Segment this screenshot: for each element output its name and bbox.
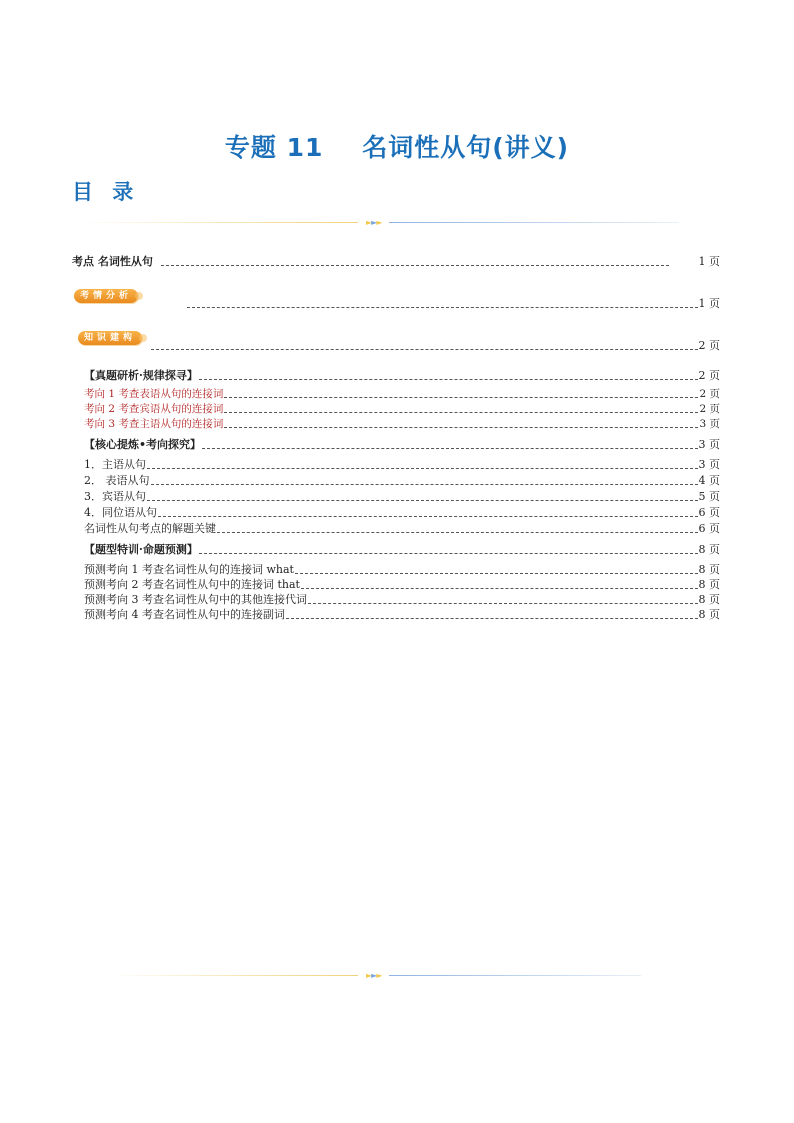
toc-item[interactable] [84,387,720,401]
toc-leader-dots [224,426,698,428]
toc-item[interactable] [84,522,720,536]
toc-entry-page: 2 页 [698,339,720,352]
top-divider [78,217,692,227]
toc-item[interactable] [84,417,720,431]
toc-item[interactable] [84,458,720,472]
toc-entry-label: 4．同位语从句 [84,506,157,519]
toc-entry-label: 1．主语从句 [84,458,146,471]
toc-heading: 目 录 [72,180,140,204]
toc-leader-dots [147,467,698,469]
toc-leader-dots [147,499,698,501]
toc-entry-label: 考向 1 考查表语从句的连接词 [84,388,224,400]
toc-entry-label: 名词性从句考点的解题关键 [84,522,216,535]
toc-entry-page: 1 页 [698,297,720,310]
toc-entry-page: 4 页 [698,474,720,487]
toc-entry-page: 8 页 [698,578,720,591]
divider-line-right [389,222,679,223]
toc-entry-knowledge[interactable] [150,339,720,353]
toc-entry-page: 8 页 [698,563,720,576]
toc-entry-label: 3．宾语从句 [84,490,146,503]
toc-item[interactable] [84,593,720,607]
toc-entry-page: 8 页 [698,543,720,556]
knowledge-badge: 知识建构 [78,331,142,345]
divider-arrows-icon: ►►► [366,217,382,227]
toc-entry-page: 2 页 [699,388,720,400]
page-title: 专题 11 名词性从句(讲义) [224,133,570,162]
toc-entry-label: 预测考向 4 考查名词性从句中的连接副词 [84,608,285,621]
toc-leader-dots [308,602,698,604]
toc-leader-dots [199,378,698,380]
toc-entry-page: 1 页 [698,255,720,268]
toc-entry-label: 考点 名词性从句 [72,255,153,268]
toc-leader-dots [301,587,698,589]
toc-entry-label: 【题型特训·命题预测】 [84,543,198,556]
toc-leader-dots [224,396,698,398]
toc-entry-label: 【真题研析·规律探寻】 [84,369,198,382]
toc-entry-page: 6 页 [698,506,720,519]
toc-leader-dots [151,483,698,485]
divider-line-left [78,222,358,223]
toc-item[interactable] [84,506,720,520]
analysis-badge: 考情分析 [74,289,138,303]
toc-entry-page: 2 页 [699,403,720,415]
toc-leader-dots [161,264,669,266]
toc-entry-label: 考向 3 考查主语从句的连接词 [84,418,224,430]
divider-line-right [389,975,641,976]
toc-item[interactable] [84,402,720,416]
toc-entry-label: 预测考向 3 考查名词性从句中的其他连接代词 [84,593,307,606]
toc-item[interactable] [84,474,720,488]
toc-item[interactable] [84,578,720,592]
divider-arrows-icon: ►►► [366,970,382,980]
toc-leader-dots [202,447,697,449]
toc-entry-page: 6 页 [698,522,720,535]
toc-entry-label: 预测考向 2 考查名词性从句中的连接词 that [84,578,300,591]
toc-leader-dots [295,572,698,574]
toc-entry-label: 2． 表语从句 [84,474,150,487]
toc-leader-dots [199,552,698,554]
toc-entry-page: 5 页 [698,490,720,503]
toc-item[interactable] [84,608,720,622]
toc-leader-dots [151,348,698,350]
toc-leader-dots [217,531,698,533]
toc-leader-dots [158,515,698,517]
toc-section-2[interactable] [84,438,720,452]
toc-entry-page: 8 页 [698,593,720,606]
toc-entry-page: 8 页 [698,608,720,621]
toc-section-3[interactable] [84,543,720,557]
bottom-divider [106,970,668,980]
toc-leader-dots [224,411,698,413]
toc-entry-page: 3 页 [698,438,720,451]
toc-entry-page: 3 页 [698,458,720,471]
toc-item[interactable] [84,490,720,504]
toc-entry-analysis[interactable] [186,297,720,311]
toc-leader-dots [187,306,698,308]
divider-line-left [106,975,358,976]
toc-leader-dots [286,617,698,619]
toc-entry-label: 预测考向 1 考查名词性从句的连接词 what [84,563,294,576]
toc-entry-page: 3 页 [699,418,720,430]
toc-entry-main[interactable] [72,255,720,269]
toc-entry-label: 考向 2 考查宾语从句的连接词 [84,403,224,415]
toc-item[interactable] [84,563,720,577]
toc-entry-label: 【核心提炼•考向探究】 [84,438,202,451]
toc-section-1[interactable] [84,369,720,383]
toc-entry-page: 2 页 [698,369,720,382]
